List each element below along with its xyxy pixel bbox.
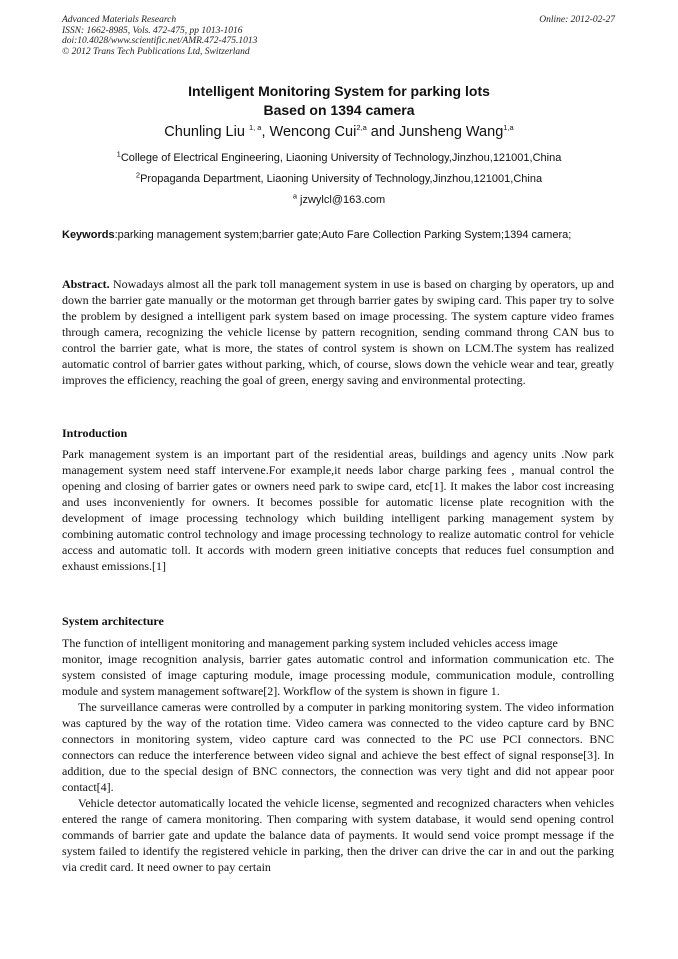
issn-line: ISSN: 1662-8985, Vols. 472-475, pp 1013-1016 <box>62 25 243 36</box>
arch-paragraph-1: monitor, image recognition analysis, barrier gates automatic control and information communication etc. The system consisted of image capturing module, image processing module, communication module, controlling module and system management software[2]. Workflow of the system is shown in figure 1. <box>62 652 614 698</box>
affiliation-2-mark: 2 <box>135 170 141 180</box>
affiliation-2 <box>0 170 678 185</box>
arch-paragraph-2: The surveillance cameras were controlled by a computer in parking monitoring system. The video information was captured by the way of the rotation time. Video camera was connected to the video capture card by BNC connectors in monitoring system, video capture card was connected to the PC use PCI connectors. BNC connectors can reduce the interference between video signal and achieve the best effect of signal response[3]. In addition, due to the special design of BNC connectors, the connection was very tight and did not appear poor contact[4]. <box>62 700 614 794</box>
keywords-label: Keywords <box>62 229 115 241</box>
arch-paragraph-1-line1: The function of intelligent monitoring and management parking system included vehicles access image <box>62 636 558 650</box>
introduction-heading: Introduction <box>62 426 128 440</box>
keywords <box>62 228 614 243</box>
author-3-affil: 1,a <box>503 123 514 133</box>
arch-paragraph-3: Vehicle detector automatically located the vehicle license, segmented and recognized characters when vehicles entered the range of camera monitoring. Then comparing with system database, it would send opening control commands of barrier gate and update the balance data of payments. It would send voice prompt message if the system failed to identify the registered vehicle in parking, then the driver can drive the car in and out the parking via credit card. It need owner to pay certain <box>62 796 614 874</box>
email-text: jzwylcl@163.com <box>296 194 386 206</box>
journal-header <box>62 15 615 57</box>
affiliation-1 <box>0 149 678 164</box>
system-architecture-heading: System architecture <box>62 614 164 628</box>
journal-name: Advanced Materials Research <box>62 15 177 25</box>
copyright-line: © 2012 Trans Tech Publications Ltd, Switzerland <box>62 46 250 57</box>
email-mark: a <box>292 191 297 201</box>
author-2-affil: 2,a <box>356 123 367 133</box>
paper-title-line2: Based on 1394 camera <box>263 102 415 118</box>
author-1: Chunling Liu <box>164 124 249 140</box>
doi-line: doi:10.4028/www.scientific.net/AMR.472-475.1013 <box>62 36 258 47</box>
introduction-text: Park management system is an important part of the residential areas, buildings and agency units .Now park management system need staff intervene.For example,it needs labor charge parking fees , manual control the opening and closing of barrier gates or owners need park to swipe card, etc[1]. It makes the labor cost increasing and uses inconveniently for owners. It becomes possible for automatic license plate recognition with the development of image processing technology which building intelligent parking management system by combining automatic control technology and image processing technology to realize automatic control for vehicle access and automatic toll. It accords with modern green initiative concepts that reduces fuel consumption and exhaust emissions.[1] <box>62 447 614 573</box>
affiliation-1-text: College of Electrical Engineering, Liaoning University of Technology,Jinzhou,121001,China <box>120 152 562 164</box>
system-architecture-text <box>62 635 614 875</box>
author-list <box>0 124 678 140</box>
online-date: Online: 2012-02-27 <box>539 15 615 25</box>
affiliation-2-text: Propaganda Department, Liaoning University of Technology,Jinzhou,121001,China <box>140 173 543 185</box>
author-1-affil: 1, a <box>248 123 262 133</box>
affiliation-1-mark: 1 <box>116 149 121 159</box>
abstract-text: Nowadays almost all the park toll management system in use is based on charging by operators, up and down the barrier gate manually or the motorman get through barrier gates by swiping card. This paper try to solve the problem by designed a intelligent park system based on image processing. The system capture video frames through camera, recognizing the vehicle license by pattern recognition, sending command throng CAN bus to control the barrier gate, what is more, the states of control system is shown on LCM.The system has realized automatic control of barrier gates without parking, which, of course, slows down the vehicle wear and tear, greatly improves the efficiency, reaching the goal of green, energy saving and environmental protecting. <box>62 277 614 387</box>
author-2: , Wencong Cui <box>261 124 357 140</box>
paper-title-line1: Intelligent Monitoring System for parking lots <box>188 83 490 99</box>
abstract-label: Abstract. <box>62 277 110 291</box>
keywords-text: :parking management system;barrier gate;Auto Fare Collection Parking System;1394 camera; <box>114 229 572 241</box>
author-3: and Junsheng Wang <box>366 124 504 140</box>
abstract <box>62 276 614 388</box>
author-email <box>0 191 678 206</box>
